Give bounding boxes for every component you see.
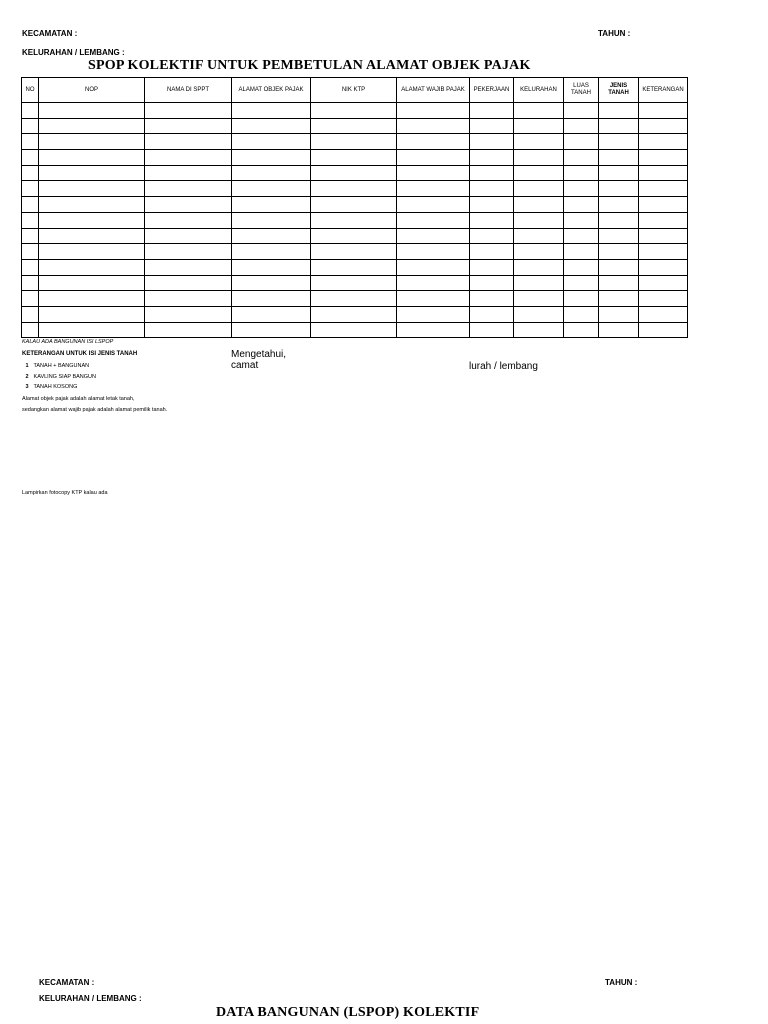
jenis-item-number: 2 xyxy=(25,374,29,380)
table-cell[interactable] xyxy=(311,134,397,150)
table-cell[interactable] xyxy=(232,103,311,119)
jenis-item-label: TANAH KOSONG xyxy=(33,384,78,390)
table-cell[interactable] xyxy=(397,150,470,166)
table-cell[interactable] xyxy=(639,228,688,244)
table-row xyxy=(22,259,688,275)
col-header-nik: NIK KTP xyxy=(311,78,397,103)
lurah-label: lurah / lembang xyxy=(469,361,538,372)
table-cell[interactable] xyxy=(397,134,470,150)
kecamatan-label: KECAMATAN : xyxy=(22,29,78,38)
table-cell[interactable] xyxy=(311,228,397,244)
table-cell[interactable] xyxy=(470,165,514,181)
table-cell[interactable] xyxy=(311,306,397,322)
table-cell[interactable] xyxy=(564,150,599,166)
table-cell[interactable] xyxy=(470,103,514,119)
col-header-jenis: JENIS TANAH xyxy=(599,78,639,103)
table-row xyxy=(22,291,688,307)
table-cell[interactable] xyxy=(639,103,688,119)
table-row xyxy=(22,181,688,197)
table-cell[interactable] xyxy=(311,165,397,181)
table-cell[interactable] xyxy=(599,134,639,150)
table-cell[interactable] xyxy=(22,118,39,134)
table-cell[interactable] xyxy=(514,228,564,244)
table-cell[interactable] xyxy=(232,212,311,228)
table-cell[interactable] xyxy=(145,322,232,338)
table-cell[interactable] xyxy=(599,244,639,260)
table-cell[interactable] xyxy=(599,212,639,228)
table-cell[interactable] xyxy=(39,244,145,260)
table-cell[interactable] xyxy=(564,228,599,244)
table-cell[interactable] xyxy=(639,275,688,291)
table-cell[interactable] xyxy=(514,150,564,166)
table-cell[interactable] xyxy=(22,322,39,338)
table-cell[interactable] xyxy=(564,259,599,275)
table-cell[interactable] xyxy=(599,322,639,338)
table-row xyxy=(22,118,688,134)
table-cell[interactable] xyxy=(564,244,599,260)
table-cell[interactable] xyxy=(311,103,397,119)
col-header-kelurahan: KELURAHAN xyxy=(514,78,564,103)
table-cell[interactable] xyxy=(514,181,564,197)
table-cell[interactable] xyxy=(22,197,39,213)
table-cell[interactable] xyxy=(397,275,470,291)
jenis-item-number: 1 xyxy=(25,363,29,369)
table-row xyxy=(22,275,688,291)
table-cell[interactable] xyxy=(397,181,470,197)
col-header-keterangan: KETERANGAN xyxy=(639,78,688,103)
table-cell[interactable] xyxy=(470,212,514,228)
table-row xyxy=(22,212,688,228)
table-cell[interactable] xyxy=(311,244,397,260)
tahun-label-2: TAHUN : xyxy=(605,978,638,987)
table-cell[interactable] xyxy=(22,150,39,166)
table-cell[interactable] xyxy=(145,275,232,291)
table-cell[interactable] xyxy=(232,275,311,291)
table-cell[interactable] xyxy=(232,165,311,181)
table-cell[interactable] xyxy=(639,322,688,338)
table-cell[interactable] xyxy=(145,306,232,322)
table-cell[interactable] xyxy=(599,228,639,244)
table-cell[interactable] xyxy=(39,134,145,150)
table-cell[interactable] xyxy=(514,259,564,275)
table-cell[interactable] xyxy=(145,212,232,228)
col-header-alamat-wajib: ALAMAT WAJIB PAJAK xyxy=(397,78,470,103)
alamat-note-line1: Alamat objek pajak adalah alamat letak tanah, xyxy=(22,396,135,402)
table-cell[interactable] xyxy=(397,197,470,213)
table-cell[interactable] xyxy=(145,228,232,244)
table-row xyxy=(22,134,688,150)
table-row xyxy=(22,228,688,244)
table-cell[interactable] xyxy=(39,118,145,134)
table-header-row xyxy=(22,78,688,103)
table-cell[interactable] xyxy=(22,181,39,197)
table-cell[interactable] xyxy=(22,134,39,150)
table-cell[interactable] xyxy=(397,212,470,228)
jenis-item xyxy=(22,384,77,390)
table-cell[interactable] xyxy=(145,181,232,197)
col-header-alamat-objek: ALAMAT OBJEK PAJAK xyxy=(232,78,311,103)
table-cell[interactable] xyxy=(145,150,232,166)
table-cell[interactable] xyxy=(514,306,564,322)
table-cell[interactable] xyxy=(564,197,599,213)
table-cell[interactable] xyxy=(39,291,145,307)
table-cell[interactable] xyxy=(470,291,514,307)
table-cell[interactable] xyxy=(39,197,145,213)
table-cell[interactable] xyxy=(564,291,599,307)
table-cell[interactable] xyxy=(232,134,311,150)
col-header-nop: NOP xyxy=(39,78,145,103)
table-cell[interactable] xyxy=(599,275,639,291)
table-cell[interactable] xyxy=(564,134,599,150)
table-cell[interactable] xyxy=(514,244,564,260)
table-cell[interactable] xyxy=(311,259,397,275)
table-cell[interactable] xyxy=(232,306,311,322)
table-cell[interactable] xyxy=(599,181,639,197)
table-cell[interactable] xyxy=(22,165,39,181)
table-cell[interactable] xyxy=(639,291,688,307)
table-cell[interactable] xyxy=(22,244,39,260)
table-cell[interactable] xyxy=(397,322,470,338)
table-cell[interactable] xyxy=(22,259,39,275)
table-cell[interactable] xyxy=(397,228,470,244)
table-cell[interactable] xyxy=(564,322,599,338)
table-cell[interactable] xyxy=(514,197,564,213)
table-cell[interactable] xyxy=(564,212,599,228)
table-cell[interactable] xyxy=(232,228,311,244)
table-cell[interactable] xyxy=(639,306,688,322)
table-cell[interactable] xyxy=(514,291,564,307)
table-cell[interactable] xyxy=(639,181,688,197)
table-cell[interactable] xyxy=(39,306,145,322)
table-cell[interactable] xyxy=(470,197,514,213)
table-cell[interactable] xyxy=(232,259,311,275)
table-cell[interactable] xyxy=(232,118,311,134)
table-cell[interactable] xyxy=(145,165,232,181)
table-cell[interactable] xyxy=(397,118,470,134)
table-cell[interactable] xyxy=(564,306,599,322)
table-cell[interactable] xyxy=(599,259,639,275)
table-cell[interactable] xyxy=(311,197,397,213)
table-cell[interactable] xyxy=(22,103,39,119)
table-cell[interactable] xyxy=(639,244,688,260)
table-cell[interactable] xyxy=(311,212,397,228)
lspop-note: KALAU ADA BANGUNAN ISI LSPOP xyxy=(22,339,114,345)
table-cell[interactable] xyxy=(397,244,470,260)
table-cell[interactable] xyxy=(22,306,39,322)
table-cell[interactable] xyxy=(39,165,145,181)
table-cell[interactable] xyxy=(564,118,599,134)
table-cell[interactable] xyxy=(470,244,514,260)
table-row xyxy=(22,103,688,119)
table-cell[interactable] xyxy=(22,275,39,291)
table-cell[interactable] xyxy=(470,228,514,244)
kecamatan-label-2: KECAMATAN : xyxy=(39,978,95,987)
kelurahan-label-2: KELURAHAN / LEMBANG : xyxy=(39,994,142,1003)
table-cell[interactable] xyxy=(397,103,470,119)
table-row xyxy=(22,322,688,338)
table-cell[interactable] xyxy=(397,259,470,275)
table-cell[interactable] xyxy=(639,134,688,150)
mengetahui-label: Mengetahui, xyxy=(231,349,287,360)
table-cell[interactable] xyxy=(639,259,688,275)
table-cell[interactable] xyxy=(514,118,564,134)
table-cell[interactable] xyxy=(39,322,145,338)
table-cell[interactable] xyxy=(39,103,145,119)
table-cell[interactable] xyxy=(639,150,688,166)
table-cell[interactable] xyxy=(599,150,639,166)
table-cell[interactable] xyxy=(514,165,564,181)
table-cell[interactable] xyxy=(311,275,397,291)
table-cell[interactable] xyxy=(470,259,514,275)
table-cell[interactable] xyxy=(145,259,232,275)
jenis-item-number: 3 xyxy=(25,384,29,390)
jenis-item xyxy=(22,374,96,380)
table-cell[interactable] xyxy=(39,181,145,197)
table-cell[interactable] xyxy=(397,306,470,322)
spop-table xyxy=(21,77,688,338)
table-cell[interactable] xyxy=(232,150,311,166)
table-cell[interactable] xyxy=(470,306,514,322)
table-cell[interactable] xyxy=(514,103,564,119)
table-cell[interactable] xyxy=(599,103,639,119)
table-cell[interactable] xyxy=(514,212,564,228)
lampiran-note: Lampirkan fotocopy KTP kalau ada xyxy=(22,490,108,496)
table-cell[interactable] xyxy=(311,150,397,166)
table-cell[interactable] xyxy=(639,212,688,228)
table-cell[interactable] xyxy=(599,118,639,134)
table-cell[interactable] xyxy=(311,118,397,134)
table-cell[interactable] xyxy=(514,275,564,291)
table-cell[interactable] xyxy=(39,259,145,275)
table-row xyxy=(22,197,688,213)
col-header-no: NO xyxy=(22,78,39,103)
table-cell[interactable] xyxy=(564,181,599,197)
table-cell[interactable] xyxy=(311,322,397,338)
table-cell[interactable] xyxy=(39,212,145,228)
page2-title: DATA BANGUNAN (LSPOP) KOLEKTIF xyxy=(216,1005,480,1020)
col-header-luas: LUAS TANAH xyxy=(564,78,599,103)
table-cell[interactable] xyxy=(564,103,599,119)
table-cell[interactable] xyxy=(639,118,688,134)
table-cell[interactable] xyxy=(639,165,688,181)
table-cell[interactable] xyxy=(22,291,39,307)
table-cell[interactable] xyxy=(397,291,470,307)
table-cell[interactable] xyxy=(599,306,639,322)
table-cell[interactable] xyxy=(39,150,145,166)
kelurahan-label: KELURAHAN / LEMBANG : xyxy=(22,48,125,57)
table-cell[interactable] xyxy=(232,244,311,260)
jenis-item-label: KAVLING SIAP BANGUN xyxy=(33,374,96,380)
table-cell[interactable] xyxy=(232,291,311,307)
table-cell[interactable] xyxy=(599,165,639,181)
table-cell[interactable] xyxy=(470,181,514,197)
table-cell[interactable] xyxy=(470,275,514,291)
col-header-pekerjaan: PEKERJAAN xyxy=(470,78,514,103)
table-cell[interactable] xyxy=(599,197,639,213)
table-cell[interactable] xyxy=(145,118,232,134)
jenis-item xyxy=(22,363,89,369)
table-row xyxy=(22,165,688,181)
table-cell[interactable] xyxy=(470,150,514,166)
table-cell[interactable] xyxy=(514,134,564,150)
table-cell[interactable] xyxy=(311,181,397,197)
table-row xyxy=(22,150,688,166)
table-cell[interactable] xyxy=(470,134,514,150)
jenis-item-label: TANAH + BANGUNAN xyxy=(33,363,90,369)
table-cell[interactable] xyxy=(22,228,39,244)
table-cell[interactable] xyxy=(22,212,39,228)
table-cell[interactable] xyxy=(470,118,514,134)
table-cell[interactable] xyxy=(39,228,145,244)
table-cell[interactable] xyxy=(311,291,397,307)
table-cell[interactable] xyxy=(564,275,599,291)
table-cell[interactable] xyxy=(564,165,599,181)
table-cell[interactable] xyxy=(145,103,232,119)
table-cell[interactable] xyxy=(145,244,232,260)
table-cell[interactable] xyxy=(514,322,564,338)
table-cell[interactable] xyxy=(232,197,311,213)
alamat-note-line2: sedangkan alamat wajib pajak adalah alamat pemilik tanah. xyxy=(22,407,168,413)
col-header-nama: NAMA DI SPPT xyxy=(145,78,232,103)
table-cell[interactable] xyxy=(232,322,311,338)
table-row xyxy=(22,244,688,260)
table-cell[interactable] xyxy=(599,291,639,307)
tahun-label: TAHUN : xyxy=(598,29,631,38)
table-cell[interactable] xyxy=(145,134,232,150)
table-cell[interactable] xyxy=(39,275,145,291)
table-cell[interactable] xyxy=(232,181,311,197)
camat-label: camat xyxy=(231,360,259,371)
table-cell[interactable] xyxy=(145,291,232,307)
table-row xyxy=(22,306,688,322)
table-cell[interactable] xyxy=(145,197,232,213)
jenis-tanah-heading: KETERANGAN UNTUK ISI JENIS TANAH xyxy=(22,351,138,357)
table-cell[interactable] xyxy=(397,165,470,181)
table-cell[interactable] xyxy=(470,322,514,338)
page-title: SPOP KOLEKTIF UNTUK PEMBETULAN ALAMAT OBJEK PAJAK xyxy=(88,58,531,73)
table-cell[interactable] xyxy=(639,197,688,213)
